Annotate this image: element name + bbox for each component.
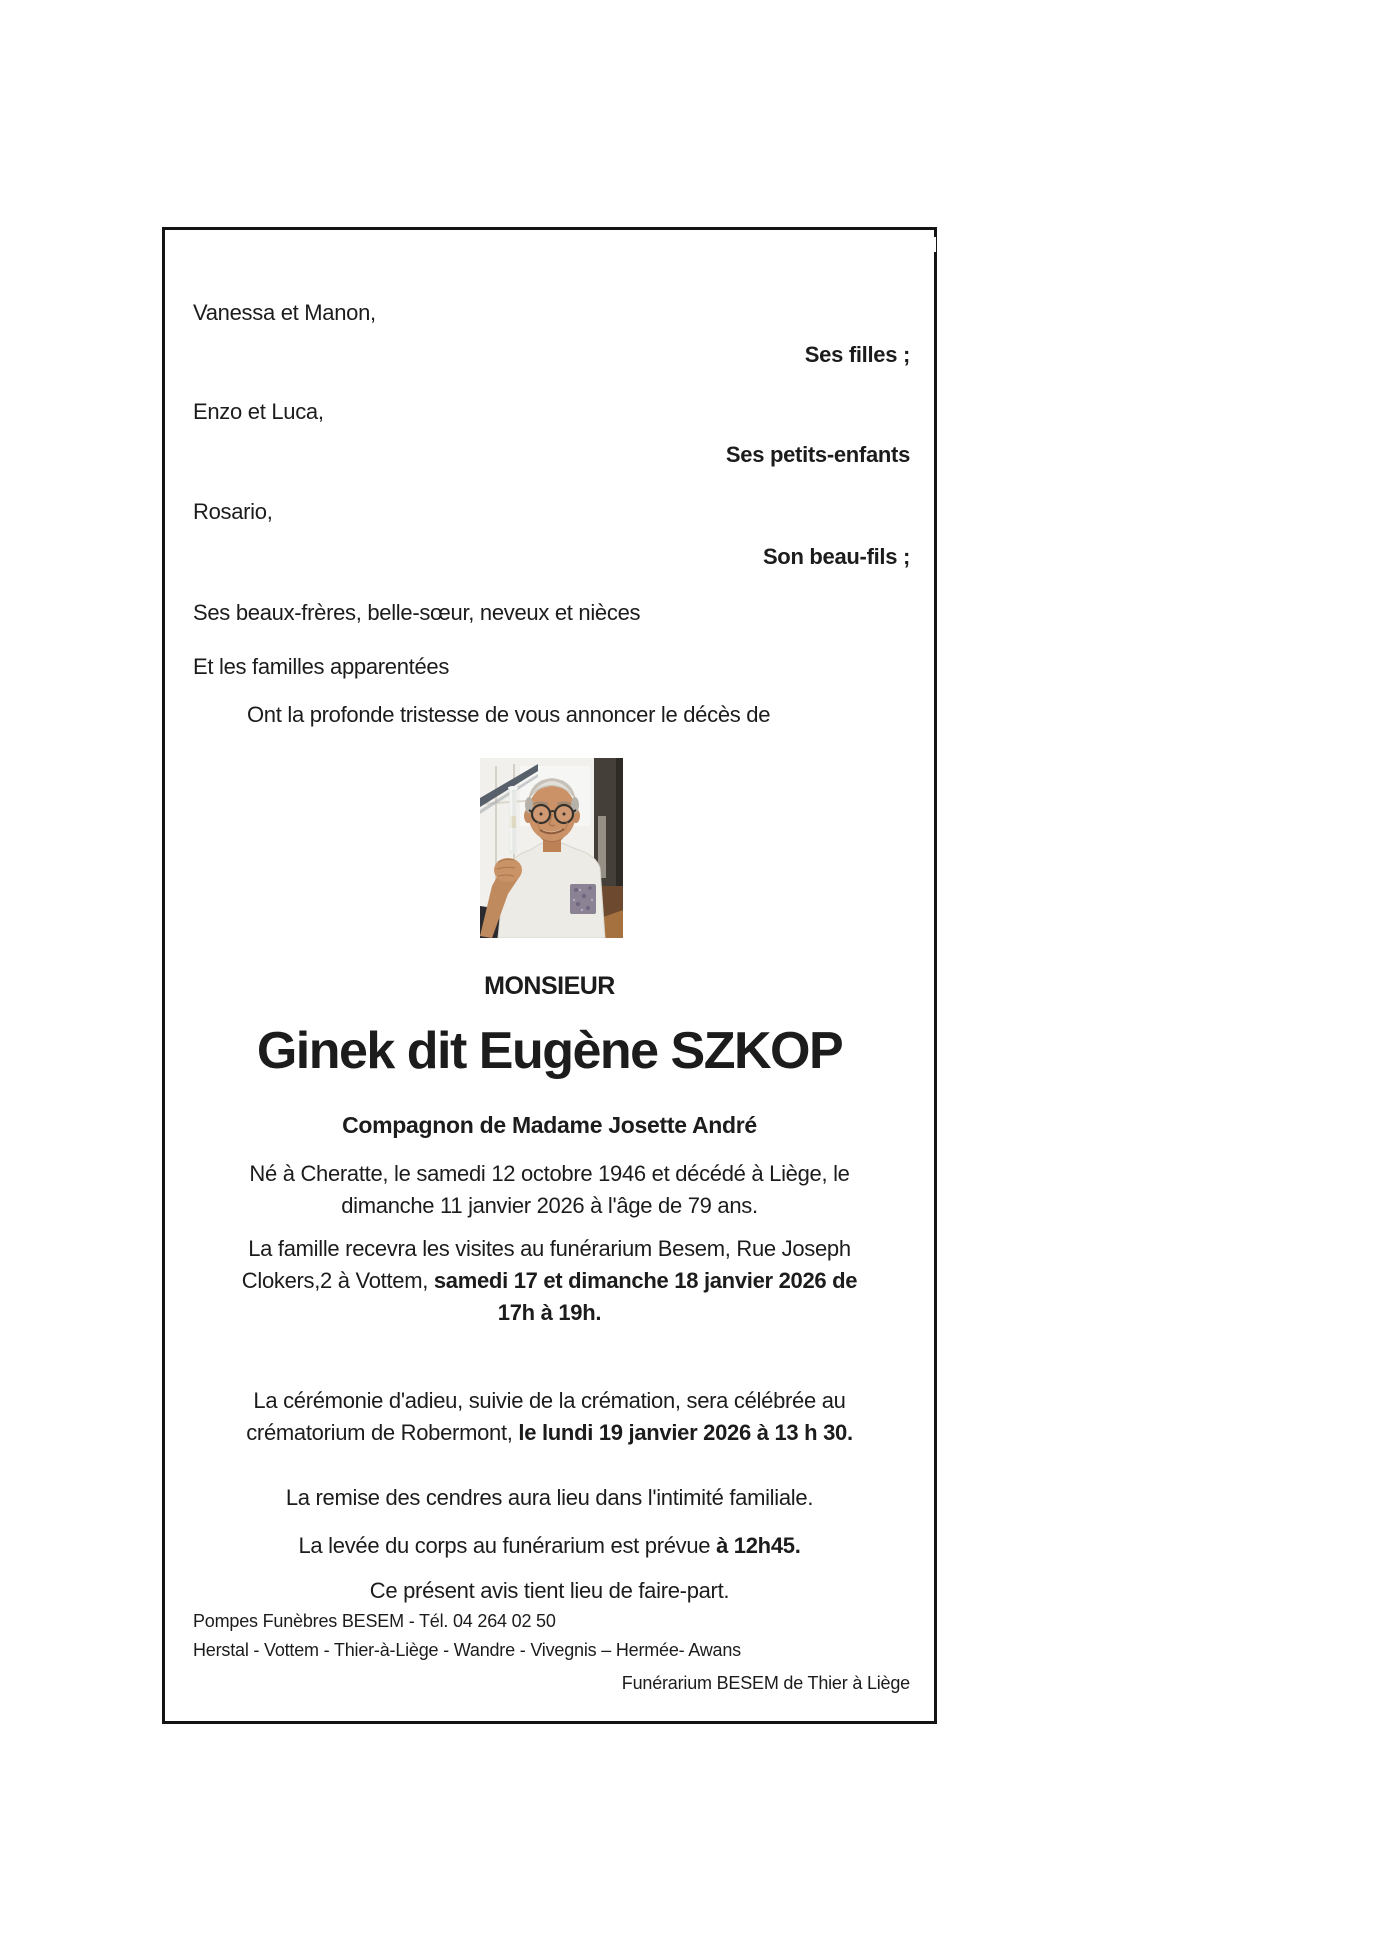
companion-line: Compagnon de Madame Josette André	[342, 1112, 757, 1138]
visits-line-1: La famille recevra les visites au funérarium Besem, Rue Joseph	[248, 1236, 851, 1261]
levee-bold: à 12h45.	[716, 1533, 801, 1558]
civility-title: MONSIEUR	[484, 972, 615, 1000]
levee-normal: La levée du corps au funérarium est prévue	[298, 1533, 717, 1558]
families-line: Et les familles apparentées	[193, 654, 450, 679]
funeral-notice-border	[162, 227, 937, 1724]
relatives-line: Ses beaux-frères, belle-sœur, neveux et nièces	[193, 600, 641, 625]
footer-locations: Herstal - Vottem - Thier-à-Liège - Wandre - Vivegnis – Hermée- Awans	[193, 1640, 741, 1660]
portrait-illustration	[480, 758, 623, 938]
levee-line	[165, 1533, 934, 1559]
deceased-name: Ginek dit Eugène SZKOP	[256, 1022, 843, 1080]
ashes-line: La remise des cendres aura lieu dans l'intimité familiale.	[285, 1485, 814, 1510]
footer-funeral-home: Pompes Funèbres BESEM - Tél. 04 264 02 50	[193, 1611, 556, 1631]
family-name-3: Rosario,	[193, 499, 273, 524]
ceremony-line-1: La cérémonie d'adieu, suivie de la crémation, sera célébrée au	[253, 1388, 846, 1413]
ceremony-line-2-bold: le lundi 19 janvier 2026 à 13 h 30.	[518, 1420, 853, 1445]
notice-line: Ce présent avis tient lieu de faire-part.	[369, 1578, 730, 1603]
birth-line-2: dimanche 11 janvier 2026 à l'âge de 79 ans.	[341, 1193, 758, 1218]
ceremony-line-2	[165, 1420, 934, 1446]
deceased-photo	[480, 758, 623, 938]
family-name-2: Enzo et Luca,	[193, 399, 324, 424]
visits-line-2	[165, 1268, 934, 1294]
visits-line-2-bold: samedi 17 et dimanche 18 janvier 2026 de	[433, 1268, 858, 1293]
family-relation-1: Ses filles ;	[804, 342, 910, 367]
birth-line-1: Né à Cheratte, le samedi 12 octobre 1946 et décédé à Liège, le	[249, 1161, 850, 1186]
family-name-1: Vanessa et Manon,	[193, 300, 376, 325]
family-relation-3: Son beau-fils ;	[762, 544, 910, 569]
announcement-line: Ont la profonde tristesse de vous annoncer le décès de	[247, 702, 771, 727]
visits-line-3: 17h à 19h.	[497, 1300, 602, 1325]
ceremony-line-2-normal: crématorium de Robermont,	[246, 1420, 519, 1445]
border-scan-notch	[932, 237, 936, 252]
footer-funerarium: Funérarium BESEM de Thier à Liège	[621, 1673, 910, 1693]
visits-line-2-normal: Clokers,2 à Vottem,	[241, 1268, 434, 1293]
family-relation-2: Ses petits-enfants	[725, 442, 910, 467]
